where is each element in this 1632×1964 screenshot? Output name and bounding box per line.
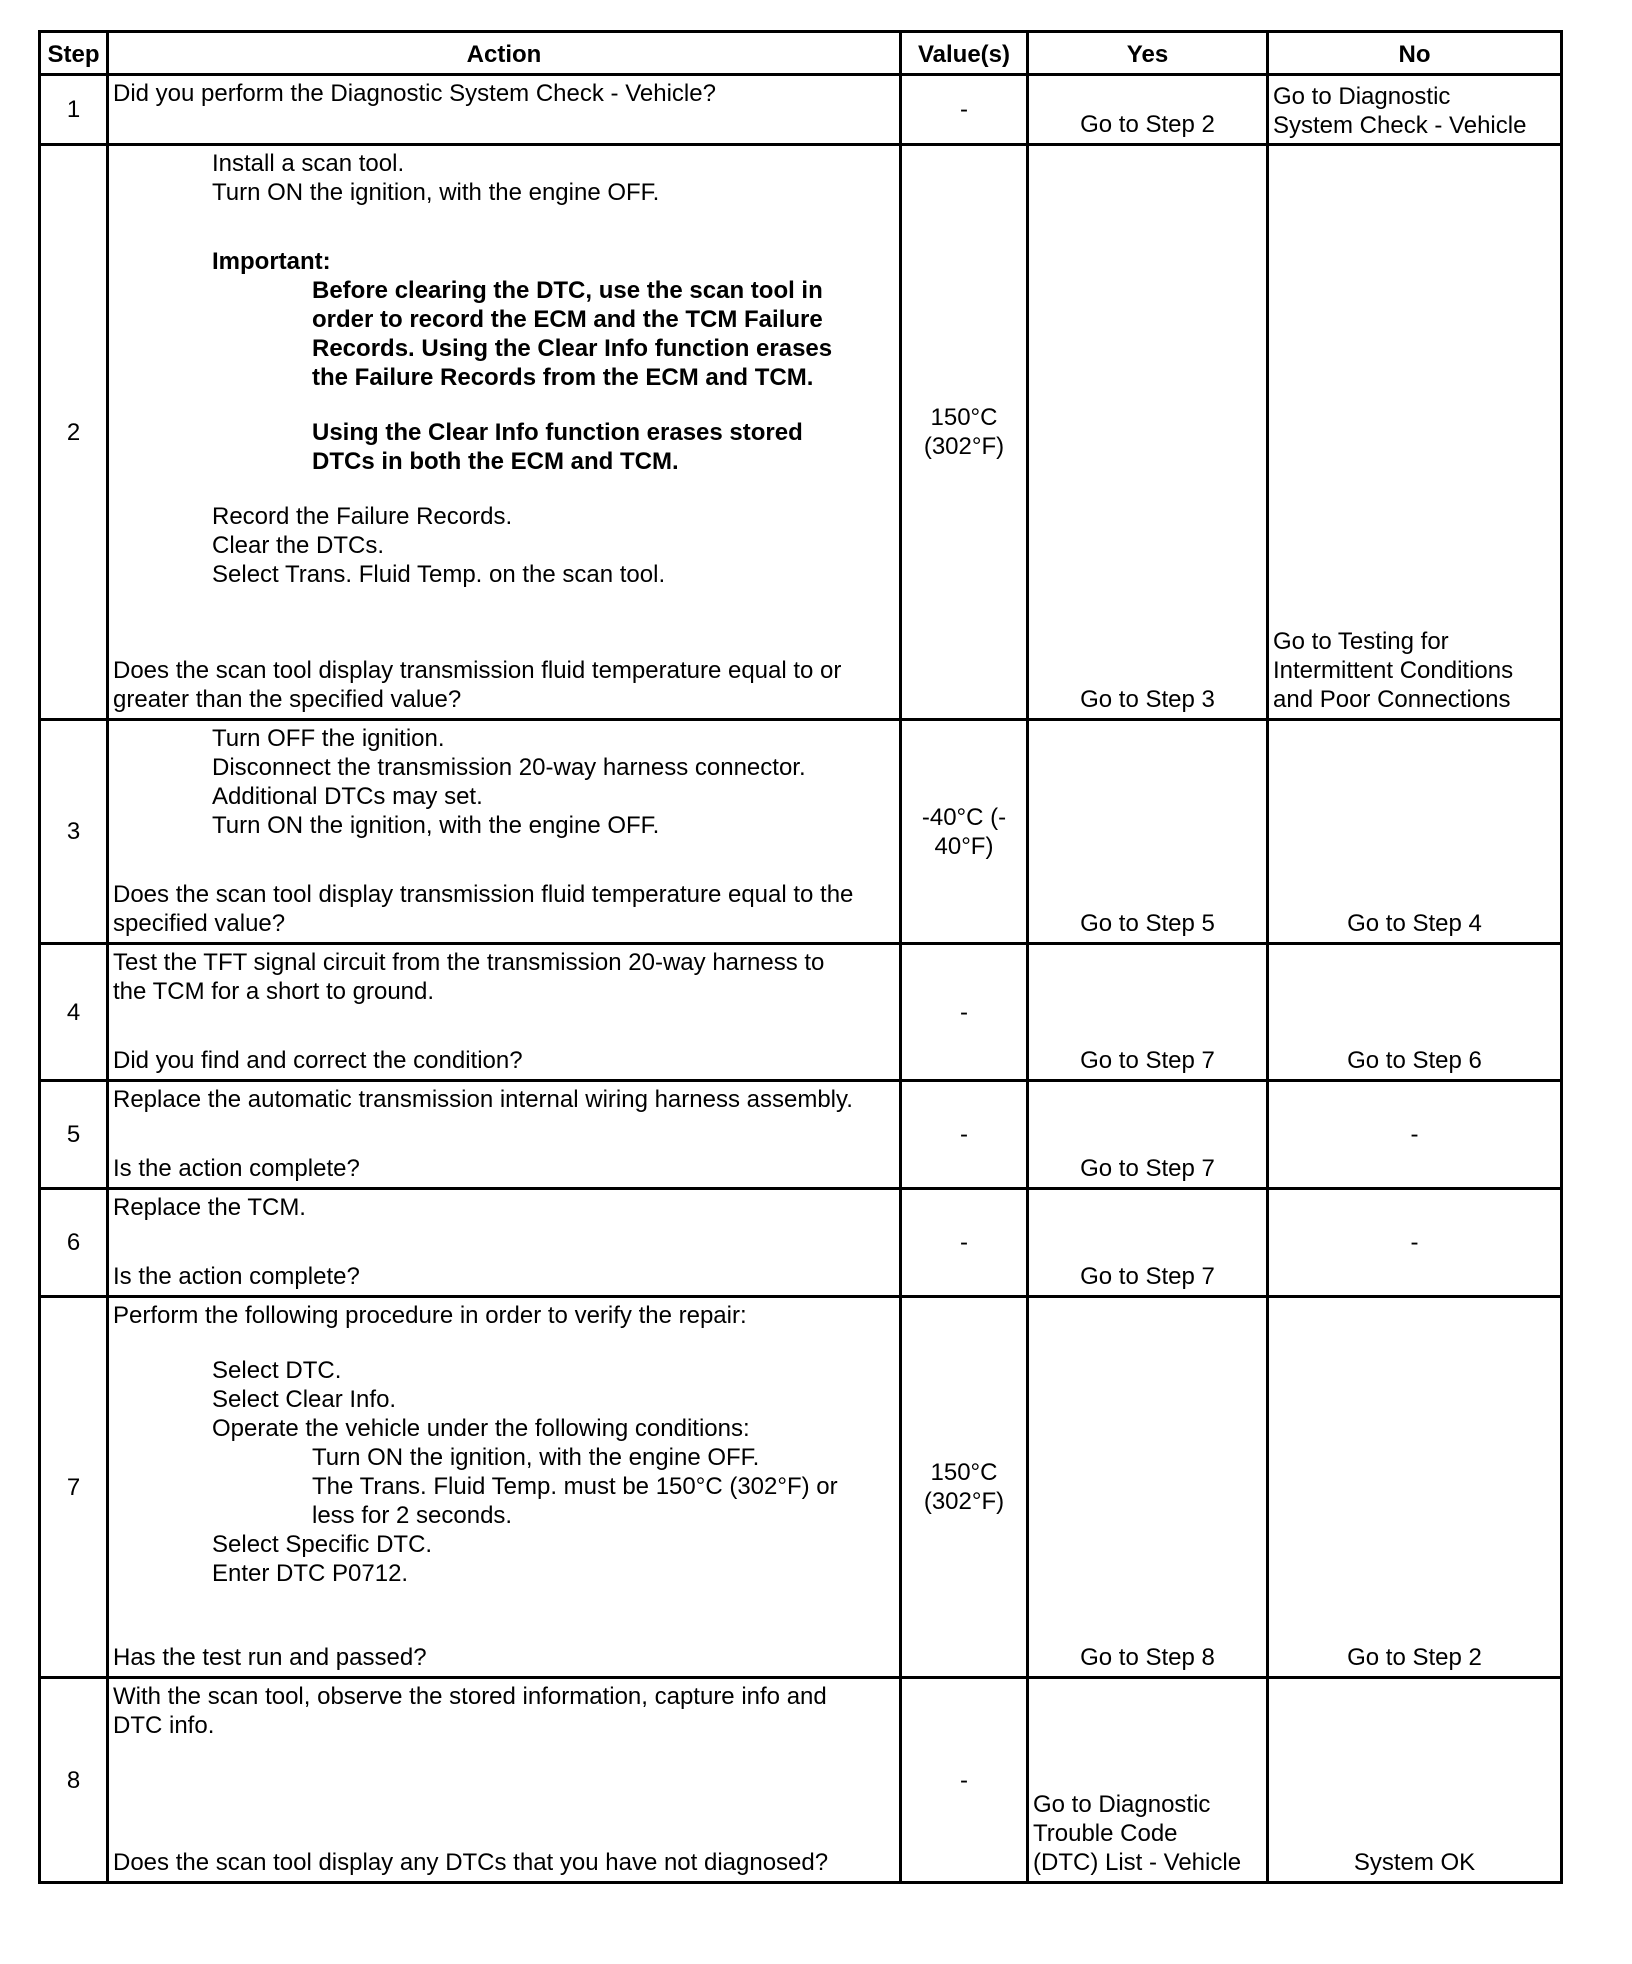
action-question: Does the scan tool display transmission fluid temperature equal to or — [113, 657, 842, 684]
yes-cell — [1028, 1297, 1268, 1678]
value-line: (302°F) — [923, 1488, 1005, 1515]
yes-text: Go to Step 7 — [1080, 1155, 1215, 1182]
action-subline: The Trans. Fluid Temp. must be 150°C (302°F) or — [312, 1473, 838, 1500]
step-number: 4 — [40, 944, 108, 1081]
action-cell — [108, 720, 901, 944]
action-intro: Perform the following procedure in order to verify the repair: — [113, 1302, 747, 1329]
diagnostic-table-sheet — [38, 30, 1560, 1884]
action-cell — [108, 1189, 901, 1297]
action-line: Select Trans. Fluid Temp. on the scan tool. — [212, 561, 666, 588]
action-cell — [108, 1678, 901, 1883]
important-label: Important: — [212, 248, 331, 275]
header-yes: Yes — [1028, 32, 1268, 75]
action-question: Does the scan tool display any DTCs that you have not diagnosed? — [113, 1849, 829, 1876]
header-step: Step — [40, 32, 108, 75]
yes-cell — [1028, 145, 1268, 720]
action-line: Turn ON the ignition, with the engine OFF. — [212, 812, 660, 839]
no-text: Go to Step 2 — [1347, 1644, 1482, 1671]
action-question: Does the scan tool display transmission fluid temperature equal to the — [113, 881, 854, 908]
value-line: -40°C (- — [921, 803, 1007, 831]
yes-text-line: Trouble Code — [1033, 1820, 1178, 1847]
yes-text: Go to Step 7 — [1080, 1047, 1215, 1074]
no-cell: - — [1268, 1081, 1562, 1189]
action-line: Install a scan tool. — [212, 150, 405, 177]
important-line: Before clearing the DTC, use the scan tool in — [312, 277, 823, 304]
action-line: Enter DTC P0712. — [212, 1560, 409, 1587]
no-cell — [1268, 145, 1562, 720]
no-cell — [1268, 75, 1562, 145]
table-row — [40, 720, 1562, 944]
no-text: Go to Step 4 — [1347, 910, 1482, 937]
action-question: Did you find and correct the condition? — [113, 1047, 523, 1074]
action-line: the TCM for a short to ground. — [113, 978, 435, 1005]
no-cell — [1268, 944, 1562, 1081]
table-row — [40, 944, 1562, 1081]
step-number: 5 — [40, 1081, 108, 1189]
no-text-line: Go to Diagnostic — [1273, 83, 1451, 110]
important-line: order to record the ECM and the TCM Failure — [312, 306, 823, 333]
table-row — [40, 145, 1562, 720]
table-row — [40, 1678, 1562, 1883]
action-line: Disconnect the transmission 20-way harness connector. — [212, 754, 806, 781]
no-text-line: and Poor Connections — [1273, 686, 1511, 713]
value-cell: - — [901, 1081, 1028, 1189]
value-cell — [901, 1297, 1028, 1678]
value-cell — [901, 145, 1028, 720]
action-line: Select Specific DTC. — [212, 1531, 433, 1558]
value-line: (302°F) — [923, 433, 1005, 460]
action-line: Operate the vehicle under the following conditions: — [212, 1415, 750, 1442]
header-row — [40, 32, 1562, 75]
yes-text: Go to Step 3 — [1080, 686, 1215, 713]
action-subline: less for 2 seconds. — [312, 1502, 513, 1529]
action-question: Is the action complete? — [113, 1155, 360, 1182]
step-number: 6 — [40, 1189, 108, 1297]
action-line: Turn ON the ignition, with the engine OFF. — [212, 179, 660, 206]
important-line: Using the Clear Info function erases stored — [312, 419, 803, 446]
action-cell — [108, 75, 901, 145]
action-line: Clear the DTCs. — [212, 532, 385, 559]
action-cell — [108, 1297, 901, 1678]
yes-cell — [1028, 1081, 1268, 1189]
action-line: Replace the TCM. — [113, 1194, 306, 1221]
important-line: Records. Using the Clear Info function erases — [312, 335, 833, 362]
no-text-line: Go to Testing for — [1273, 628, 1449, 655]
no-cell — [1268, 720, 1562, 944]
action-line: Additional DTCs may set. — [212, 783, 483, 810]
step-number: 1 — [40, 75, 108, 145]
yes-text: Go to Step 7 — [1080, 1263, 1215, 1290]
yes-text: Go to Step 2 — [1080, 111, 1215, 138]
action-line: DTC info. — [113, 1712, 215, 1739]
important-line: DTCs in both the ECM and TCM. — [312, 448, 679, 475]
step-number: 3 — [40, 720, 108, 944]
action-question: Did you perform the Diagnostic System Check - Vehicle? — [113, 80, 716, 107]
yes-cell — [1028, 75, 1268, 145]
yes-text: Go to Step 8 — [1080, 1644, 1215, 1671]
action-cell — [108, 1081, 901, 1189]
table-row — [40, 1189, 1562, 1297]
value-line: 150°C — [930, 404, 998, 431]
action-line: Select DTC. — [212, 1357, 342, 1384]
no-text-line: Intermittent Conditions — [1273, 657, 1514, 684]
no-cell — [1268, 1297, 1562, 1678]
action-line: With the scan tool, observe the stored information, capture info and — [113, 1683, 827, 1710]
action-question: Is the action complete? — [113, 1263, 360, 1290]
value-line: 40°F) — [934, 832, 994, 860]
action-line: Select Clear Info. — [212, 1386, 397, 1413]
table-row — [40, 1081, 1562, 1189]
action-line: Turn OFF the ignition. — [212, 725, 445, 752]
action-line: Record the Failure Records. — [212, 503, 513, 530]
action-subline: Turn ON the ignition, with the engine OFF. — [312, 1444, 760, 1471]
action-line: Replace the automatic transmission internal wiring harness assembly. — [113, 1086, 853, 1113]
yes-cell — [1028, 944, 1268, 1081]
step-number: 8 — [40, 1678, 108, 1883]
step-number: 7 — [40, 1297, 108, 1678]
table-row — [40, 1297, 1562, 1678]
value-cell: - — [901, 75, 1028, 145]
diagnostic-table — [38, 30, 1563, 1884]
yes-text-line: Go to Diagnostic — [1033, 1791, 1211, 1818]
value-cell: - — [901, 1678, 1028, 1883]
no-cell — [1268, 1678, 1562, 1883]
yes-cell — [1028, 720, 1268, 944]
no-text: System OK — [1353, 1849, 1476, 1876]
action-line: Test the TFT signal circuit from the transmission 20-way harness to — [113, 949, 825, 976]
action-question: greater than the specified value? — [113, 686, 462, 713]
header-values: Value(s) — [901, 32, 1028, 75]
value-cell: - — [901, 944, 1028, 1081]
yes-text: Go to Step 5 — [1080, 910, 1215, 937]
yes-text-line: (DTC) List - Vehicle — [1033, 1849, 1242, 1876]
step-number: 2 — [40, 145, 108, 720]
yes-cell — [1028, 1678, 1268, 1883]
value-cell: - — [901, 1189, 1028, 1297]
header-action: Action — [108, 32, 901, 75]
no-text: Go to Step 6 — [1347, 1047, 1482, 1074]
no-cell: - — [1268, 1189, 1562, 1297]
yes-cell — [1028, 1189, 1268, 1297]
value-cell — [901, 720, 1028, 944]
action-question: specified value? — [113, 910, 286, 937]
table-row — [40, 75, 1562, 145]
header-no: No — [1268, 32, 1562, 75]
action-cell — [108, 944, 901, 1081]
important-line: the Failure Records from the ECM and TCM. — [312, 364, 814, 391]
value-line: 150°C — [930, 1459, 998, 1486]
action-question: Has the test run and passed? — [113, 1644, 427, 1671]
action-cell — [108, 145, 901, 720]
no-text-line: System Check - Vehicle — [1273, 112, 1527, 139]
